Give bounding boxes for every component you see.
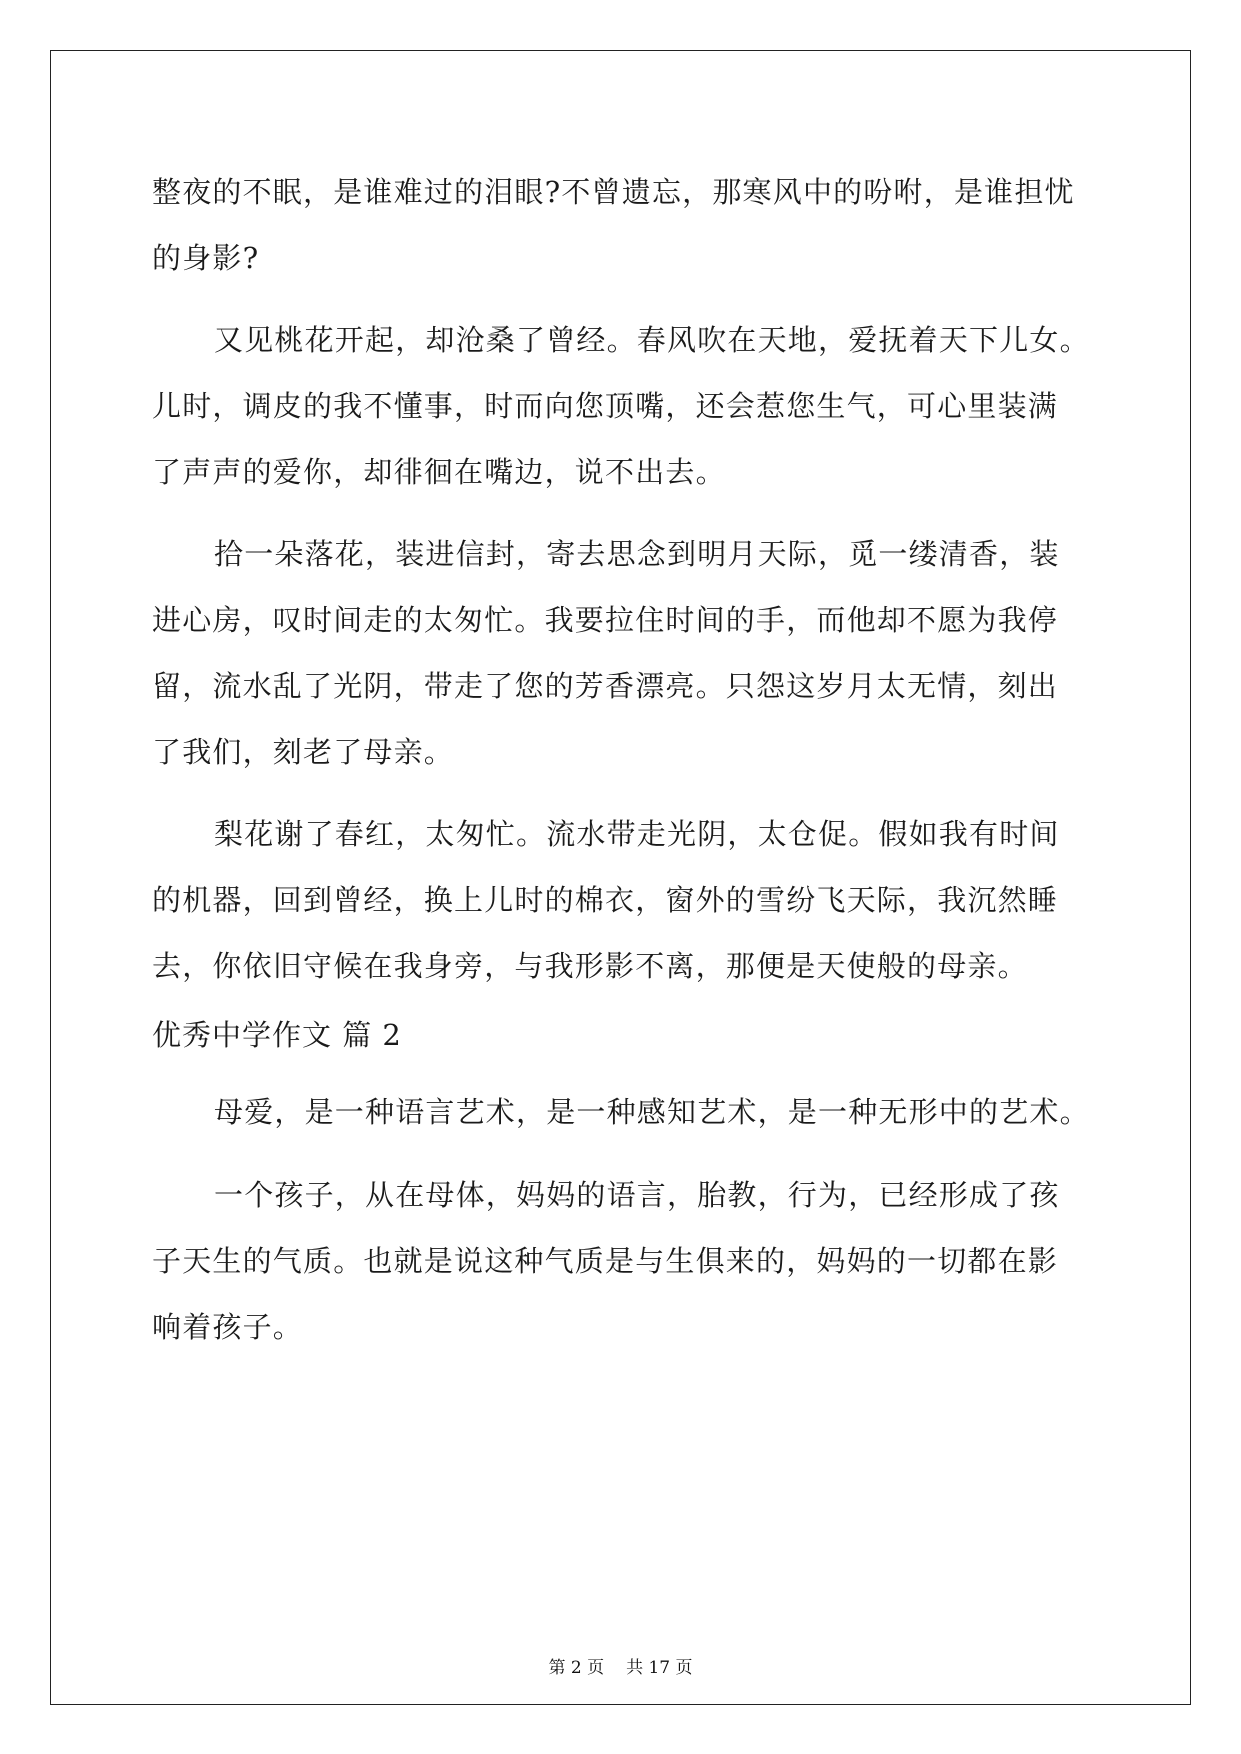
page-total: 共 17 页	[626, 1658, 693, 1678]
text-line-16: 子天生的气质。也就是说这种气质是与生俱来的，妈妈的一切都在影	[152, 1244, 1059, 1278]
text-line-14: 母爱，是一种语言艺术，是一种感知艺术，是一种无形中的艺术。	[214, 1095, 1090, 1129]
text-line-15: 一个孩子，从在母体，妈妈的语言，胎教，行为，已经形成了孩	[214, 1178, 1060, 1212]
text-line-5: 了声声的爱你，却徘徊在嘴边，说不出去。	[152, 455, 726, 489]
text-line-17: 响着孩子。	[152, 1310, 304, 1344]
text-line-6: 拾一朵落花，装进信封，寄去思念到明月天际，觅一缕清香，装	[214, 537, 1060, 571]
page-number: 第 2 页	[548, 1658, 605, 1678]
text-line-2: 的身影?	[152, 241, 260, 275]
section-heading: 优秀中学作文 篇 2	[152, 1018, 402, 1052]
text-line-8: 留，流水乱了光阴，带走了您的芳香漂亮。只怨这岁月太无情，刻出	[152, 669, 1059, 703]
text-line-11: 的机器，回到曾经，换上儿时的棉衣，窗外的雪纷飞天际，我沉然睡	[152, 883, 1059, 917]
text-line-4: 儿时，调皮的我不懂事，时而向您顶嘴，还会惹您生气，可心里装满	[152, 389, 1059, 423]
text-line-10: 梨花谢了春红，太匆忙。流水带走光阴，太仓促。假如我有时间	[214, 817, 1060, 851]
text-line-12: 去，你依旧守候在我身旁，与我形影不离，那便是天使般的母亲。	[152, 949, 1028, 983]
page-border	[50, 50, 1191, 1705]
text-line-9: 了我们，刻老了母亲。	[152, 735, 455, 769]
page-footer	[0, 1656, 1241, 1680]
text-line-1: 整夜的不眠，是谁难过的泪眼?不曾遗忘，那寒风中的吩咐，是谁担忧	[152, 175, 1075, 209]
text-line-7: 进心房，叹时间走的太匆忙。我要拉住时间的手，而他却不愿为我停	[152, 603, 1059, 637]
text-line-3: 又见桃花开起，却沧桑了曾经。春风吹在天地，爱抚着天下儿女。	[214, 323, 1090, 357]
